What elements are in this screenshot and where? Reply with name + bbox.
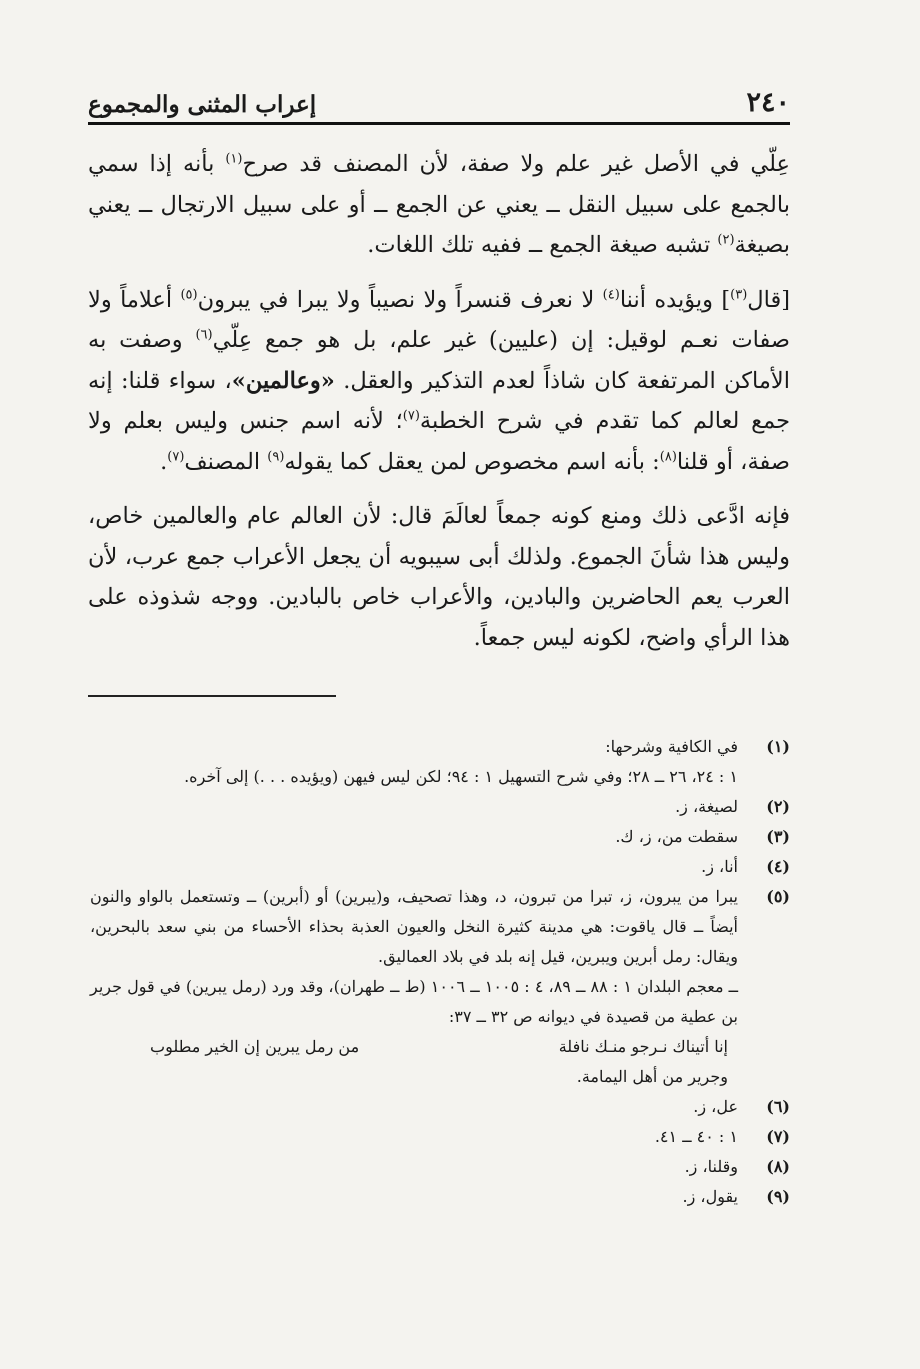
text-span: عِلّي في الأصل غير علم ولا صفة، لأن المصنف قد صرح [242,151,790,177]
footnote-9 [90,1182,790,1212]
paragraph-3: فإنه ادَّعى ذلك ومنع كونه جمعاً لعالَمَ قال: لأن العالم عام والعالمين خاص، وليس هذا شأنَ الجموع. ولذلك أبى سيبويه أن يجعل الأعراب جمع عرب، لأن العرب يعم الحاضرين والبادين، والأعراب خاص بالبادين. ووجه شذوذه على هذا الرأي واضح، لكونه ليس جمعاً. [88,503,790,651]
footnotes [90,732,790,1212]
footnote-separator [88,695,336,697]
footnote-ref[interactable]: (٤) [602,287,620,302]
footnote-ref[interactable]: (٩) [267,449,285,464]
footnote-number: (٢) [766,797,790,816]
footnote-6 [90,1092,790,1122]
footnote-number: (٩) [766,1187,790,1206]
verse-second-hemistich: من رمل يبرين إن الخير مطلوب [150,1037,360,1056]
text-span: [قال [747,286,791,313]
footnote-line: يبرا من يبرون، ز، تبرا من تبرون، د، وهذا تصحيف، و(يبرين) أو (أبرين) ــ وتستعمل بالواو والنون أيضاً ــ قال ياقوت: هي مدينة كثيرة النخل والعيون العذبة بحذاء الأحساء من بني سعد بالبحرين، ويقال: رمل أبرين ويبرين، قيل إنه بلد في بلاد العماليق. [90,887,738,966]
footnote-5 [90,882,790,1032]
footnote-ref[interactable]: (٧) [167,449,185,464]
footnote-ref[interactable]: (٢) [717,232,735,248]
main-text [88,144,790,672]
footnote-body: لصيغة، ز. [675,797,738,816]
emphasized-word: «وعالمين» [231,367,335,394]
running-title: إعراب المثنى والمجموع [88,91,317,118]
footnote-ref[interactable]: (٨) [659,449,677,464]
footnote-body: عل، ز. [693,1097,738,1116]
text-span: وصفت به الأماكن المرتفعة كان شاذاً لعدم التذكير والعقل. [88,327,790,394]
paragraph-2 [88,280,790,483]
page-header [88,82,790,125]
text-span: . [160,448,168,475]
footnote-number: (٦) [766,1097,790,1116]
footnote-body: يقول، ز. [682,1187,738,1206]
footnote-2 [90,792,790,822]
footnote-body [90,882,738,1032]
footnote-4 [90,852,790,882]
paragraph-1 [88,144,790,266]
verse-first-hemistich: إنا أتيناك نـرجو منـك نافلة [558,1037,728,1056]
text-span: المصنف [184,448,268,475]
footnote-number: (١) [766,737,790,756]
footnote-number: (٨) [766,1157,790,1176]
footnote-number: (٤) [766,857,790,876]
footnote-body: أنا، ز. [701,857,738,876]
page-number: ٢٤٠ [746,87,790,118]
footnote-ref[interactable]: (٣) [730,287,748,302]
text-span: أعلاماً ولا صفات نعـم لوقيل: إن (عليين) غير علم، بل هو جمع عِلّي [88,286,790,353]
footnote-3 [90,822,790,852]
poetry-verse [90,1032,790,1062]
footnote-8 [90,1152,790,1182]
text-span: ، سواء قلنا: إنه جمع لعالم كما تقدم في شرح الخطبة [88,367,790,434]
footnote-line: ــ معجم البلدان ١ : ٨٨ ــ ٨٩، ٤ : ١٠٠٥ ــ ١٠٠٦ (ط ــ طهران)، وقد ورد (رمل يبرين) في قول جرير بن عطية من قصيدة في ديوانه ص ٣٢ ــ ٣٧: [90,977,739,1026]
text-span: ] ويؤيده أننا [619,286,731,313]
text-span: لا نعرف قنسراً ولا نصيباً ولا يبرا في يبرون [197,286,603,313]
text-span: بأنه إذا سمي بالجمع على سبيل النقل ــ يعني عن الجمع ــ أو على سبيل الارتجال ــ يعني بصيغة [88,151,790,258]
text-span: ؛ لأنه اسم جنس وليس بعلم ولا صفة، أو قلنا [88,408,790,475]
text-span: تشبه صيغة الجمع ــ ففيه تلك اللغات. [367,232,718,258]
footnote-line: في الكافية وشرحها: [605,737,738,756]
footnote-number: (٧) [766,1127,790,1146]
footnote-ref[interactable]: (٧) [402,408,420,424]
footnote-ref[interactable]: (٦) [195,327,213,343]
footnote-line: ١ : ٢٤، ٢٦ ــ ٢٨؛ وفي شرح التسهيل ١ : ٩٤؛ لكن ليس فيهن (ويؤيده . . .) إلى آخره. [184,767,738,786]
footnote-number: (٥) [766,887,790,906]
footnote-1 [90,732,790,792]
footnote-body: وقلنا، ز. [684,1157,738,1176]
footnote-body: ١ : ٤٠ ــ ٤١. [654,1127,738,1146]
footnote-ref[interactable]: (٥) [180,287,198,302]
footnote-5-after: وجرير من أهل اليمامة. [576,1067,728,1086]
footnote-7 [90,1122,790,1152]
footnote-ref[interactable]: (١) [225,151,243,167]
footnote-number: (٣) [766,827,790,846]
text-span: : بأنه اسم مخصوص لمن يعقل كما يقوله [284,448,660,475]
footnote-body: سقطت من، ز، ك. [615,827,738,846]
footnote-body [90,732,738,792]
